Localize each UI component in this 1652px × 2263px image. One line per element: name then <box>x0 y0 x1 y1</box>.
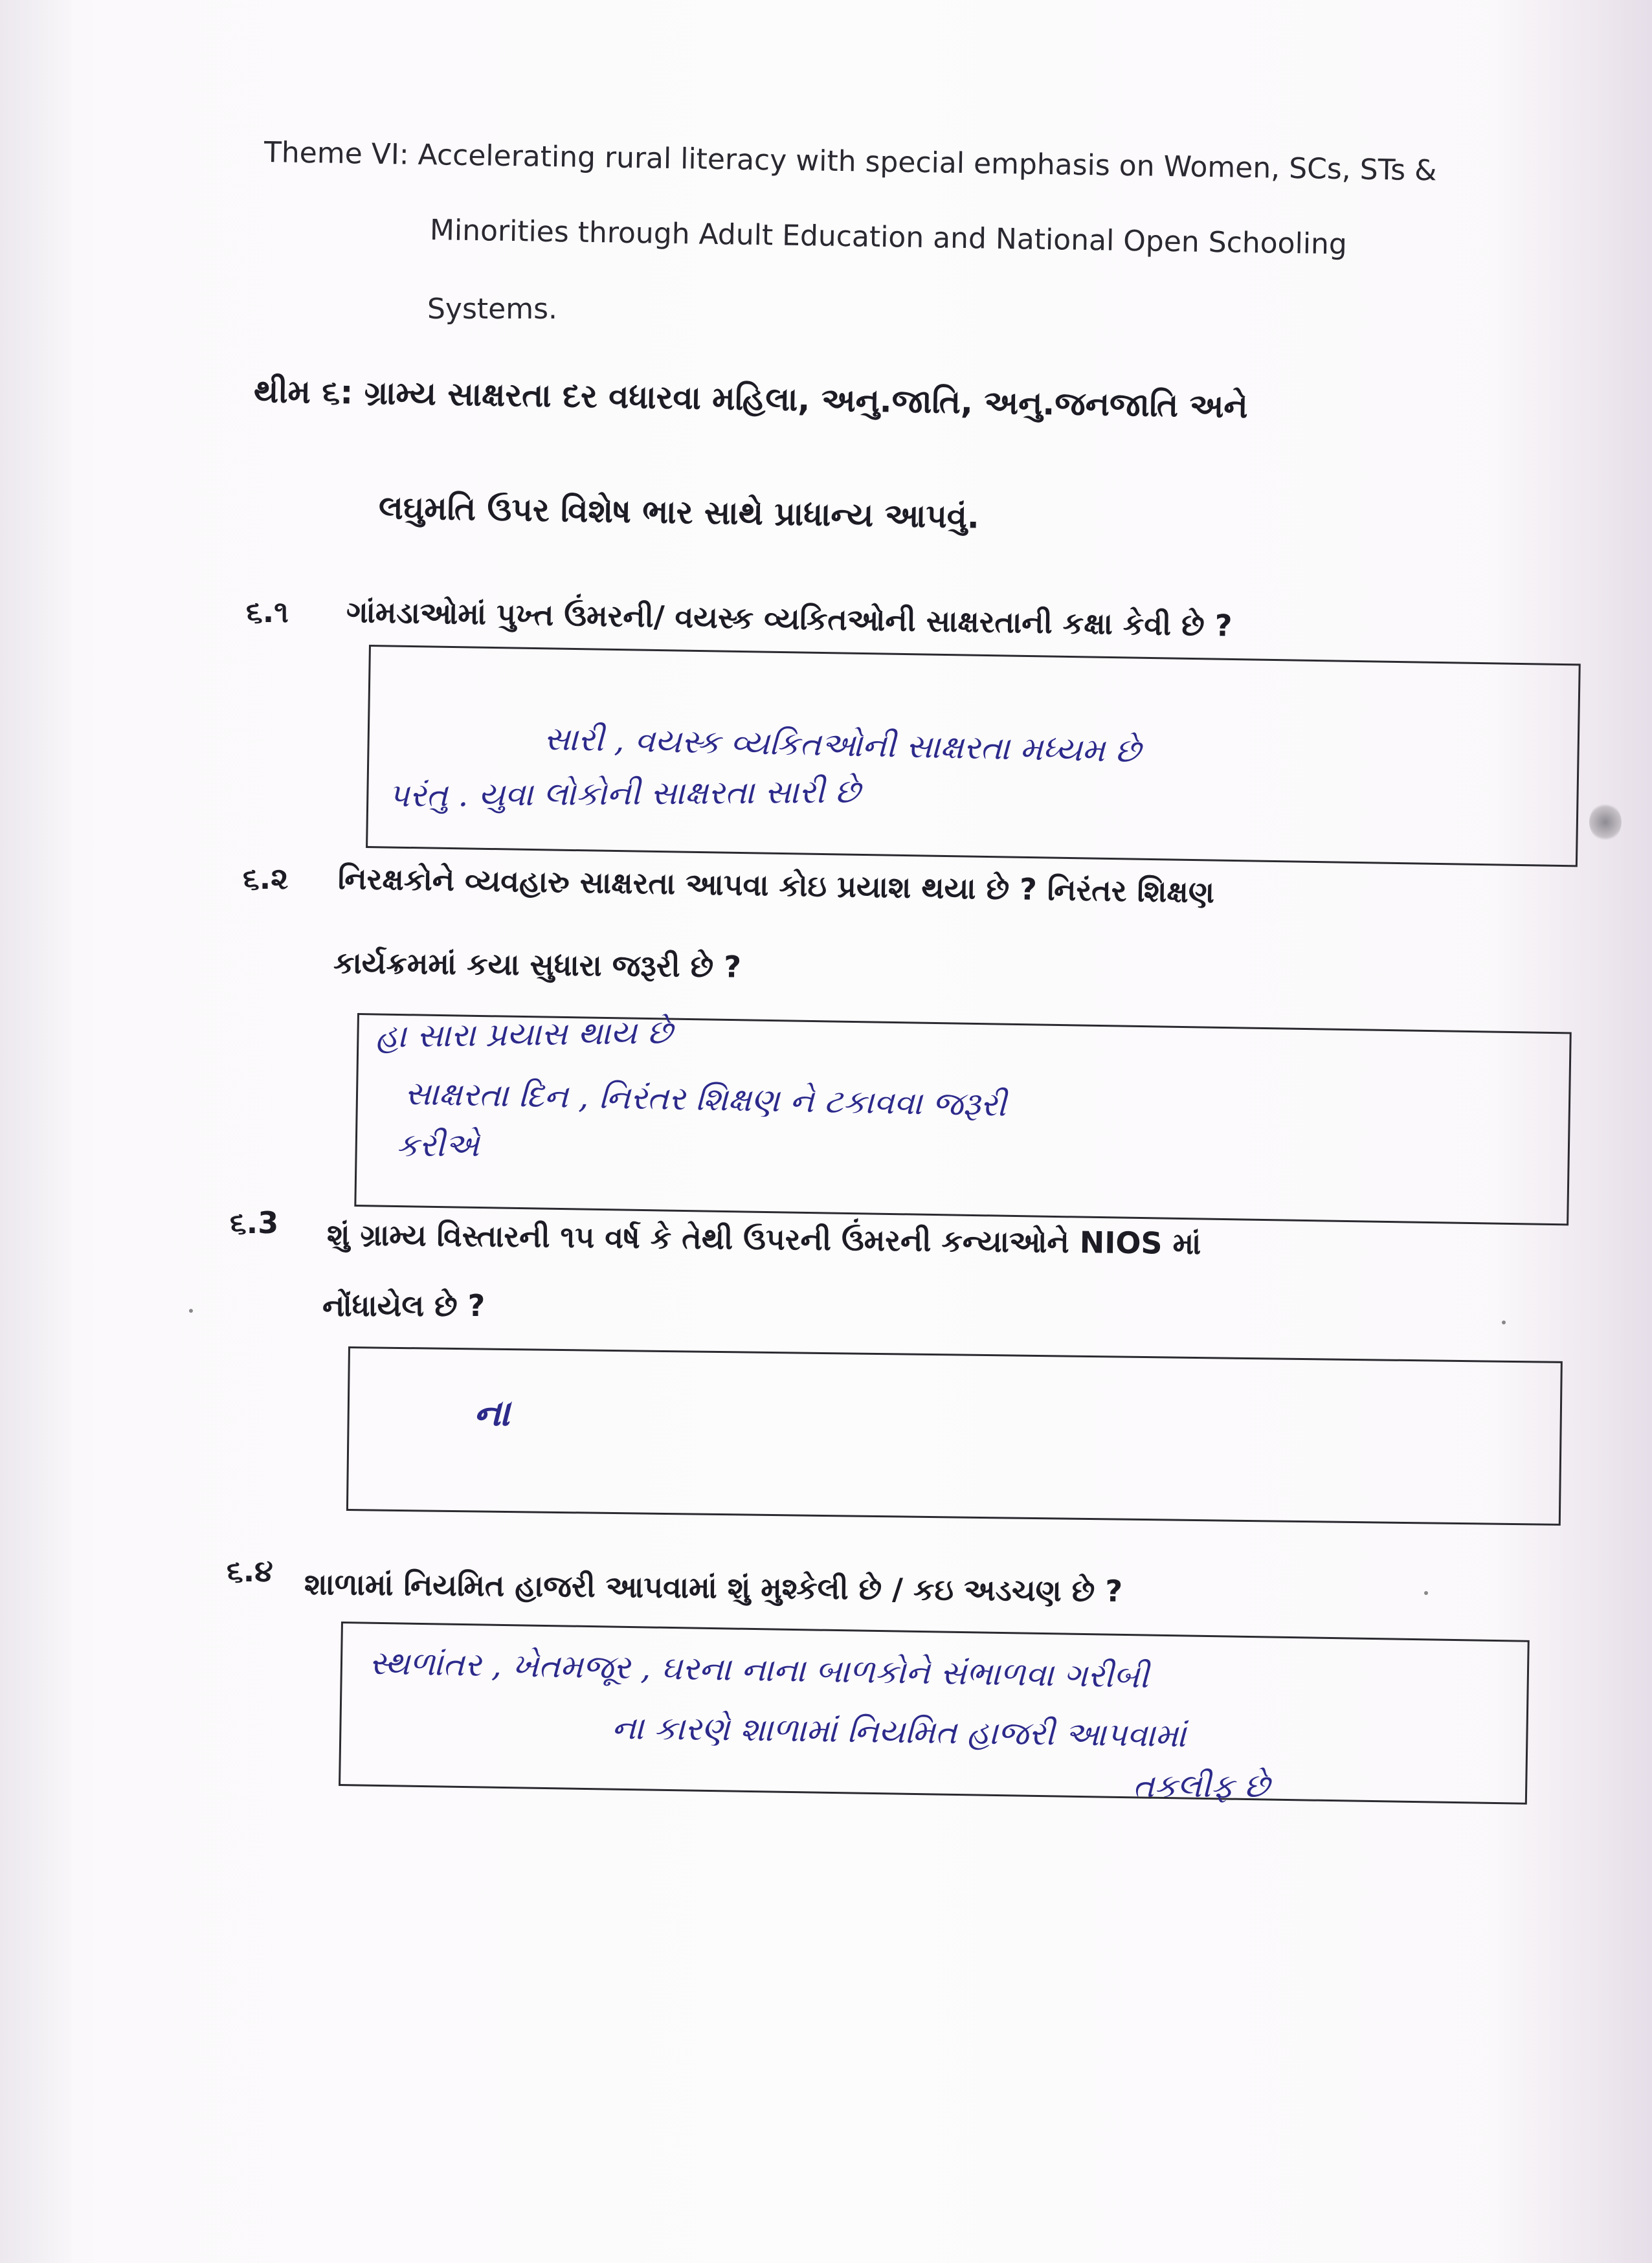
question-number-2: ૬.૨ <box>243 861 289 896</box>
answer-4-line2: ના કારણે શાળામાં નિયમિત હાજરી આપવામાં <box>611 1709 1187 1755</box>
question-text-3-line1: શું ગ્રામ્ય વિસ્તારની ૧૫ વર્ષ કે તેથી ઉપરની ઉંમરની કન્યાઓને NIOS માં <box>326 1217 1201 1262</box>
answer-2-line3: કરીએ <box>396 1126 480 1164</box>
answer-2-line2: સાક્ષરતા દિન , નિરંતર શિક્ષણ ને ટકાવવા જરૂરી <box>404 1075 1007 1124</box>
theme-gu-line2: લઘુમતિ ઉપર વિશેષ ભાર સાથે પ્રાધાન્ય આપવું. <box>378 489 980 536</box>
answer-4-line1: સ્થળાંતર , ખેતમજૂર , ઘરના નાના બાળકોને સંભાળવા ગરીબી <box>368 1644 1150 1696</box>
answer-4-line3: તકલીફ છે <box>1133 1767 1269 1805</box>
scan-speck <box>189 1309 193 1313</box>
answer-3: ના <box>474 1392 510 1434</box>
theme-en-line3: Systems. <box>427 293 557 326</box>
question-number-4: ૬.૪ <box>227 1554 273 1589</box>
page-left-shadow <box>0 0 71 2263</box>
answer-box-3[interactable] <box>346 1346 1563 1526</box>
question-text-3-line2: નોંધાયેલ છે ? <box>322 1288 486 1323</box>
scan-speck <box>1424 1591 1428 1595</box>
question-text-2-line1: નિરક્ષકોને વ્યવહારુ સાક્ષરતા આપવા કોઇ પ્રયાશ થયા છે ? નિરંતર શિક્ષણ <box>337 861 1215 910</box>
answer-1-line2: પરંતુ . યુવા લોકોની સાક્ષરતા સારી છે <box>388 772 860 814</box>
question-text-2-line2: કાર્યક્રમમાં કયા સુધારા જરૂરી છે ? <box>333 945 742 985</box>
scan-speck <box>1502 1321 1506 1324</box>
theme-gu-line1: થીમ ૬: ગ્રામ્ય સાક્ષરતા દર વધારવા મહિલા, અનુ.જાતિ, અનુ.જનજાતિ અને <box>253 372 1249 426</box>
hole-punch-mark <box>1589 803 1622 842</box>
answer-1-line1: સારી , વયસ્ક વ્યકિતઓની સાક્ષરતા મધ્યમ છે <box>543 720 1141 770</box>
question-number-1: ૬.૧ <box>246 594 289 629</box>
answer-2-line1: હા સારા પ્રયાસ થાય છે <box>375 1013 673 1055</box>
question-number-3: ૬.3 <box>230 1205 279 1240</box>
theme-en-line2: Minorities through Adult Education and National Open Schooling <box>429 214 1348 262</box>
theme-en-line1: Theme VI: Accelerating rural literacy with special emphasis on Women, SCs, STs & <box>263 136 1437 188</box>
question-text-4: શાળામાં નિયમિત હાજરી આપવામાં શું મુશ્કેલી છે / કઇ અડચણ છે ? <box>304 1566 1123 1609</box>
question-text-1: ગાંમડાઓમાં પુખ્ત ઉંમરની/ વયસ્ક વ્યકિતઓની સાક્ષરતાની કક્ષા કેવી છે ? <box>346 594 1233 643</box>
